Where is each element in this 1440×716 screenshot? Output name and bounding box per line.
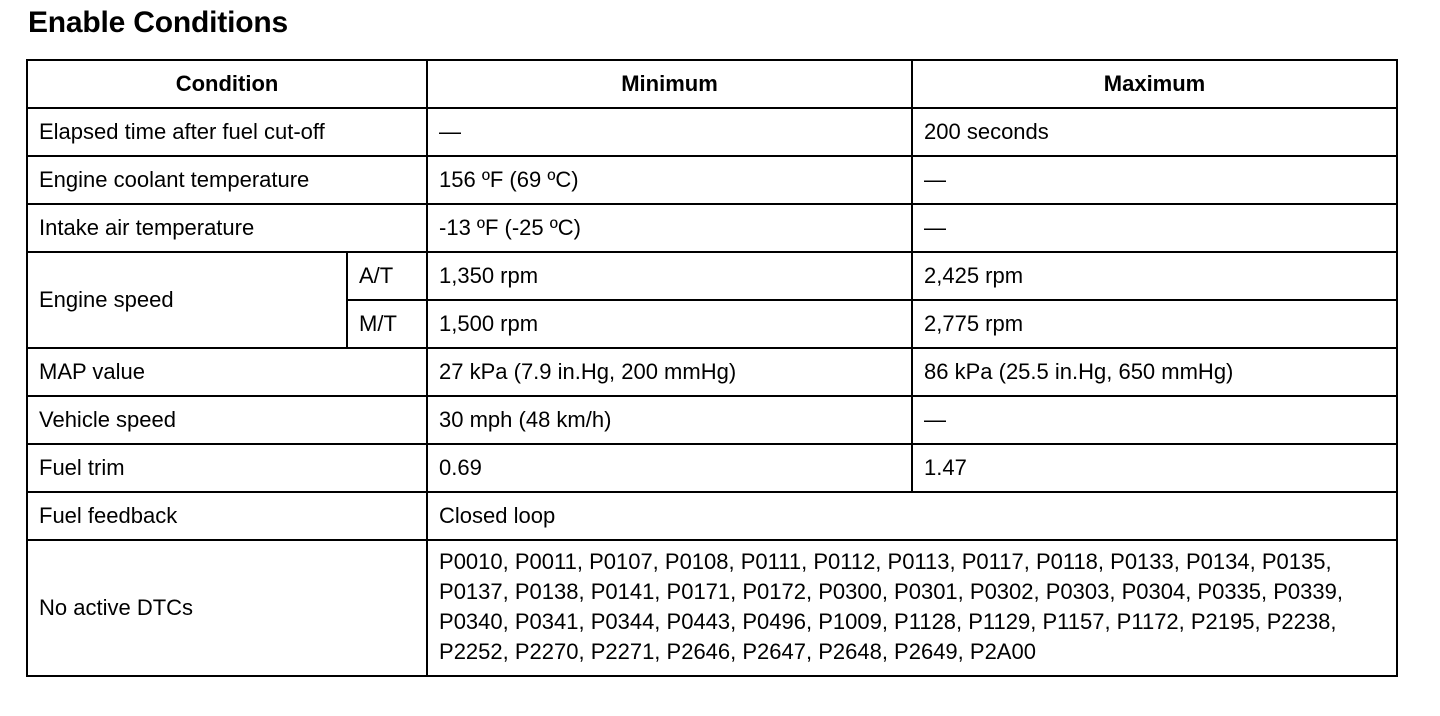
condition-cell: Intake air temperature [27, 204, 427, 252]
table-row [27, 156, 1397, 204]
minimum-cell: 1,350 rpm [427, 252, 912, 300]
maximum-cell: — [912, 156, 1397, 204]
table-row [27, 492, 1397, 540]
maximum-header: Maximum [912, 60, 1397, 108]
maximum-cell: 200 seconds [912, 108, 1397, 156]
table-row [27, 204, 1397, 252]
enable-conditions-table [26, 59, 1398, 677]
condition-cell: No active DTCs [27, 540, 427, 676]
minimum-cell: — [427, 108, 912, 156]
value-cell: Closed loop [427, 492, 1397, 540]
maximum-cell: 86 kPa (25.5 in.Hg, 650 mmHg) [912, 348, 1397, 396]
transmission-subcell: M/T [347, 300, 427, 348]
condition-cell: Fuel feedback [27, 492, 427, 540]
table-row [27, 348, 1397, 396]
condition-cell: Engine speed [27, 252, 347, 348]
minimum-cell: 30 mph (48 km/h) [427, 396, 912, 444]
minimum-cell: 27 kPa (7.9 in.Hg, 200 mmHg) [427, 348, 912, 396]
condition-cell: Vehicle speed [27, 396, 427, 444]
minimum-header: Minimum [427, 60, 912, 108]
header-row [27, 60, 1397, 108]
maximum-cell: — [912, 396, 1397, 444]
maximum-cell: 1.47 [912, 444, 1397, 492]
table-row [27, 396, 1397, 444]
transmission-subcell: A/T [347, 252, 427, 300]
condition-cell: Engine coolant temperature [27, 156, 427, 204]
maximum-cell: — [912, 204, 1397, 252]
table-row [27, 252, 1397, 300]
maximum-cell: 2,775 rpm [912, 300, 1397, 348]
minimum-cell: 1,500 rpm [427, 300, 912, 348]
minimum-cell: 0.69 [427, 444, 912, 492]
page-title: Enable Conditions [28, 6, 288, 39]
dtc-list-cell: P0010, P0011, P0107, P0108, P0111, P0112, P0113, P0117, P0118, P0133, P0134, P0135, P0137, P0138, P0141, P0171, P0172, P0300, P0301, P0302, P0303, P0304, P0335, P0339, P0340, P0341, P0344, P0443, P0496, P1009, P1128, P1129, P1157, P1172, P2195, P2238, P2252, P2270, P2271, P2646, P2647, P2648, P2649, P2A00 [427, 540, 1397, 676]
table-row [27, 444, 1397, 492]
table-row [27, 108, 1397, 156]
condition-cell: MAP value [27, 348, 427, 396]
minimum-cell: 156 ºF (69 ºC) [427, 156, 912, 204]
table-row [27, 540, 1397, 676]
maximum-cell: 2,425 rpm [912, 252, 1397, 300]
minimum-cell: -13 ºF (-25 ºC) [427, 204, 912, 252]
condition-header: Condition [27, 60, 427, 108]
condition-cell: Elapsed time after fuel cut-off [27, 108, 427, 156]
condition-cell: Fuel trim [27, 444, 427, 492]
